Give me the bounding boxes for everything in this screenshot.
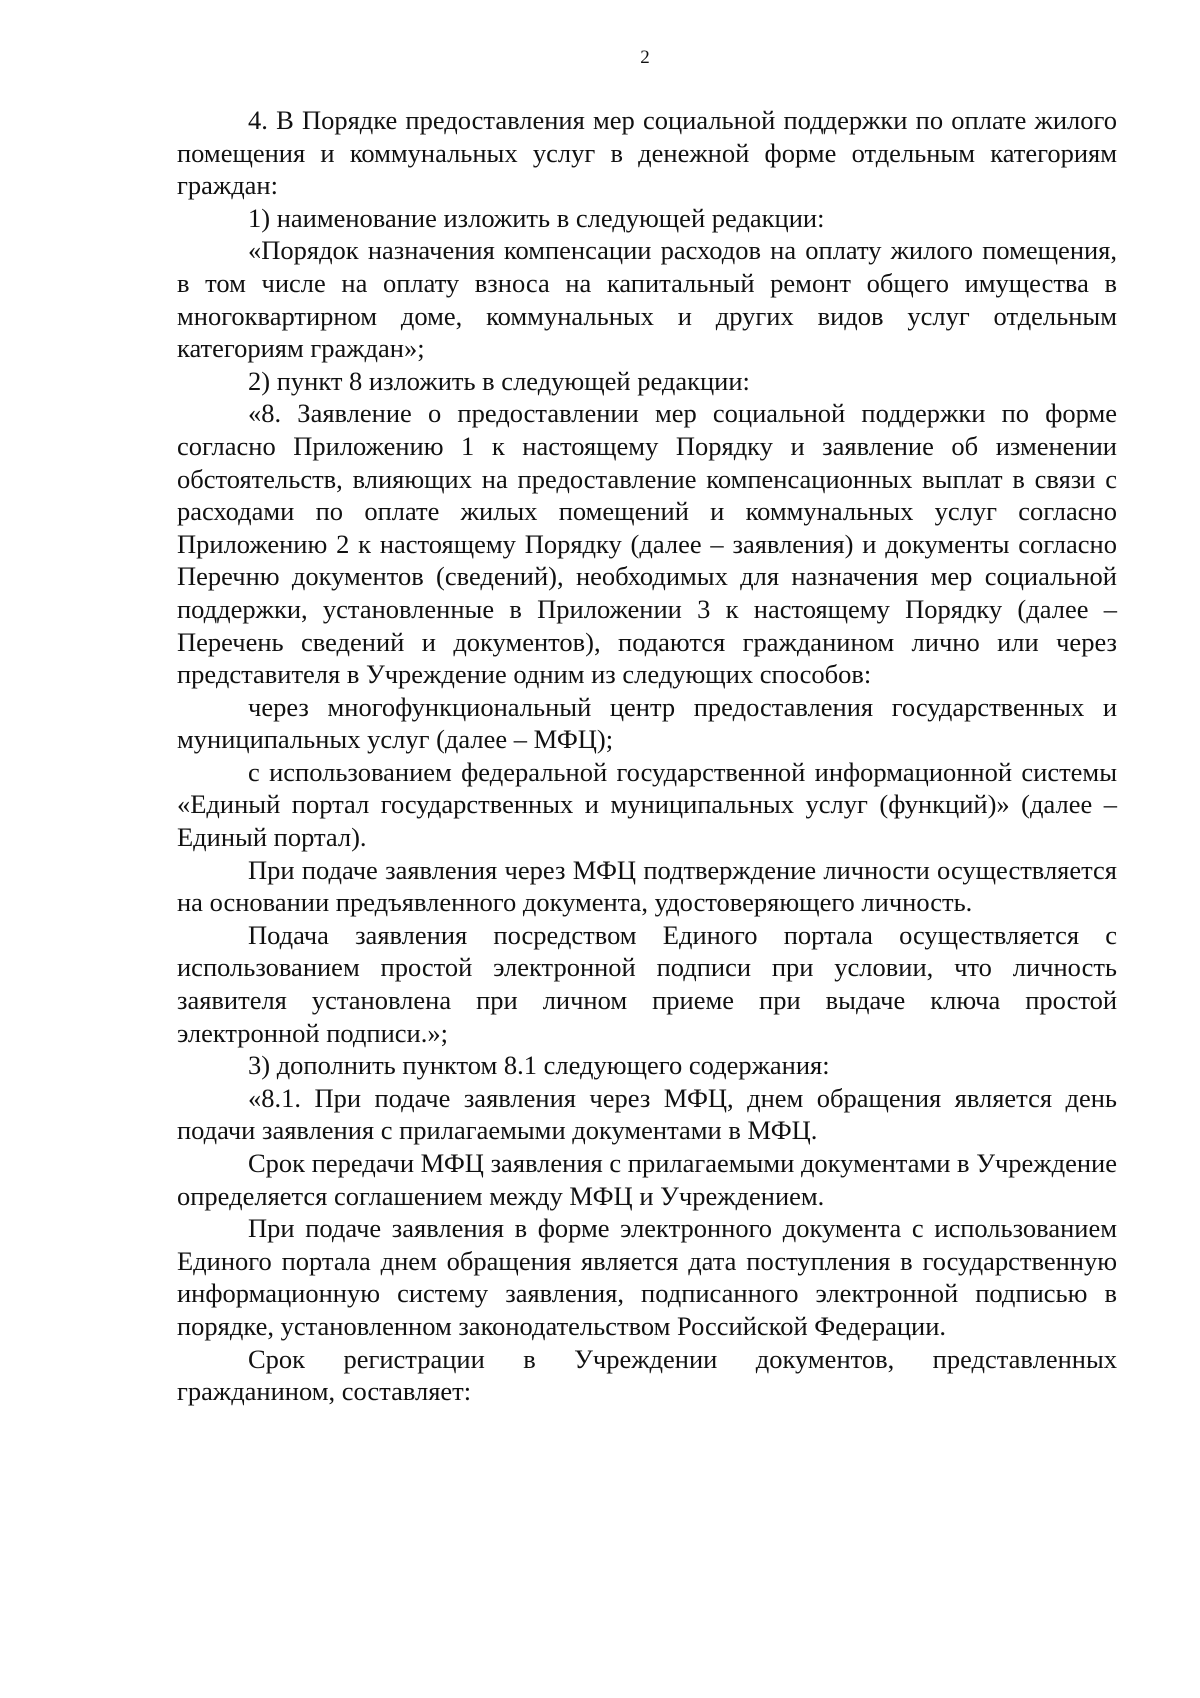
paragraph-new-title: «Порядок назначения компенсации расходов на оплату жилого помещения, в том числе на оплату взноса на капитальный ремонт общего имущества в многоквартирном доме, коммунальных и других видов услуг отдельным категориям граждан»; [177,235,1117,364]
paragraph-item-4-intro: 4. В Порядке предоставления мер социальной поддержки по оплате жилого помещения и коммунальных услуг в денежной форме отдельным категориям граждан: [177,105,1117,201]
paragraph-electronic-submission: При подаче заявления в форме электронного документа с использованием Единого портала днем обращения является дата поступления в государственную информационную систему заявления, подписанного электронной подписью в порядке, установленном законодательством Российской Федерации. [177,1213,1117,1341]
document-body [177,104,1117,1408]
paragraph-point-8: «8. Заявление о предоставлении мер социальной поддержки по форме согласно Приложению 1 к настоящему Порядку и заявление об изменении обстоятельств, влияющих на предоставление компенсационных выплат в связи с расходами по оплате жилых помещений и коммунальных услуг согласно Приложению 2 к настоящему Порядку (далее – заявления) и документы согласно Перечню документов (сведений), необходимых для назначения мер социальной поддержки, установленные в Приложении 3 к настоящему Порядку (далее – Перечень сведений и документов), подаются гражданином лично или через представителя в Учреждение одним из следующих способов: [177,398,1117,690]
paragraph-portal-method: с использованием федеральной государственной информационной системы «Единый портал государственных и муниципальных услуг (функций)» (далее – Единый портал). [177,756,1117,853]
paragraph-subitem-2: 2) пункт 8 изложить в следующей редакции: [248,365,750,396]
paragraph-subitem-1: 1) наименование изложить в следующей редакции: [248,202,825,233]
page-number: 2 [640,47,650,68]
paragraph-registration-term: Срок регистрации в Учреждении документов, представленных гражданином, составляет: [177,1343,1117,1407]
paragraph-point-8-1: «8.1. При подаче заявления через МФЦ, днем обращения является день подачи заявления с прилагаемыми документами в МФЦ. [177,1082,1117,1146]
paragraph-subitem-3: 3) дополнить пунктом 8.1 следующего содержания: [248,1050,830,1081]
paragraph-mfc-method: через многофункциональный центр предоставления государственных и муниципальных услуг (далее – МФЦ); [177,691,1117,755]
paragraph-mfc-identity: При подаче заявления через МФЦ подтверждение личности осуществляется на основании предъявленного документа, удостоверяющего личность. [177,854,1117,918]
paragraph-portal-signature: Подача заявления посредством Единого портала осуществляется с использованием простой электронной подписи при условии, что личность заявителя установлена при личном приеме при выдаче ключа простой электронной подписи.»; [177,919,1117,1048]
paragraph-transfer-term: Срок передачи МФЦ заявления с прилагаемыми документами в Учреждение определяется соглашением между МФЦ и Учреждением. [177,1148,1117,1211]
